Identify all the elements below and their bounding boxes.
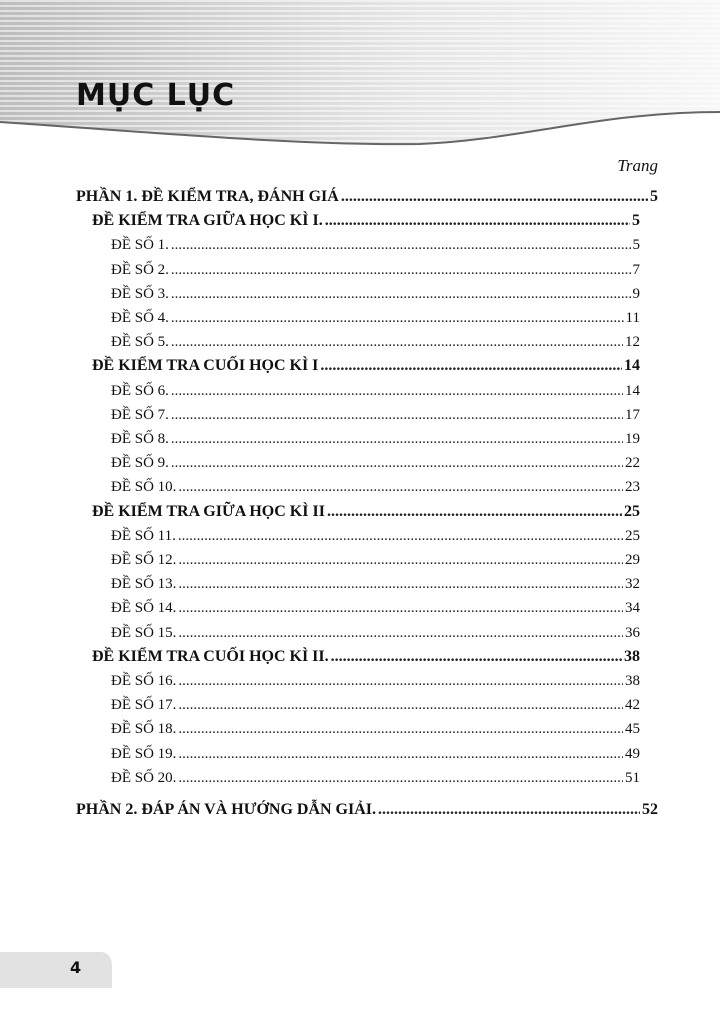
toc-entry xyxy=(111,379,640,403)
toc-entry-label: ĐỀ SỐ 16. xyxy=(111,673,177,689)
toc-entry-page: 5 xyxy=(650,188,658,205)
toc-entry-label: ĐỀ SỐ 3. xyxy=(111,285,169,302)
toc-entry xyxy=(111,403,640,427)
toc-entry xyxy=(92,354,640,378)
toc-dot-leader xyxy=(171,233,631,257)
toc-entry-page: 29 xyxy=(625,552,640,568)
toc-entry-label: ĐỀ KIỂM TRA GIỮA HỌC KÌ I. xyxy=(92,212,323,230)
toc-entry-label: ĐỀ KIỂM TRA CUỐI HỌC KÌ I xyxy=(92,357,319,375)
toc-dot-leader xyxy=(171,306,624,330)
toc-dot-leader xyxy=(178,693,623,717)
toc-entry-label: ĐỀ SỐ 7. xyxy=(111,406,169,423)
toc-dot-leader xyxy=(378,798,640,822)
toc-dot-leader xyxy=(178,524,623,548)
toc-dot-leader xyxy=(178,742,623,766)
toc-entry-label: ĐỀ SỐ 5. xyxy=(111,334,169,351)
toc-entry-page: 34 xyxy=(625,600,640,617)
toc-entry-label: ĐỀ SỐ 13. xyxy=(111,576,177,593)
toc-entry-label: ĐỀ KIỂM TRA GIỮA HỌC KÌ II xyxy=(92,502,325,520)
toc-dot-leader xyxy=(171,451,623,475)
toc-entry-page: 42 xyxy=(625,697,640,714)
toc-entry-page: 19 xyxy=(625,431,640,447)
toc-entry xyxy=(111,306,640,330)
toc-entry-page: 49 xyxy=(625,745,640,762)
toc-entry-page: 11 xyxy=(625,310,640,326)
toc-entry-page: 45 xyxy=(625,721,640,738)
toc-entry-label: ĐỀ SỐ 11. xyxy=(111,527,176,544)
toc-dot-leader xyxy=(171,379,623,403)
toc-entry-label: ĐỀ SỐ 14. xyxy=(111,600,177,617)
toc-entry-label: ĐỀ KIỂM TRA CUỐI HỌC KÌ II. xyxy=(92,647,329,665)
page-number: 4 xyxy=(70,958,82,977)
toc-entry xyxy=(111,451,640,475)
toc-entry-label: ĐỀ SỐ 2. xyxy=(111,261,169,278)
toc-entry-label: ĐỀ SỐ 18. xyxy=(111,721,177,738)
toc-entry-page: 9 xyxy=(632,285,640,302)
toc-entry-page: 52 xyxy=(642,801,658,818)
toc-entry-page: 12 xyxy=(625,334,640,351)
toc-dot-leader xyxy=(331,645,622,669)
toc-entry-label: ĐỀ SỐ 19. xyxy=(111,745,177,762)
toc-entry xyxy=(111,621,640,645)
toc-entry-page: 36 xyxy=(625,624,640,641)
toc-entry-label: ĐỀ SỐ 8. xyxy=(111,431,169,447)
toc-entry-label: ĐỀ SỐ 6. xyxy=(111,382,169,399)
toc-entry-label: ĐỀ SỐ 17. xyxy=(111,697,177,714)
toc-entry xyxy=(92,645,640,669)
toc-entry-label: ĐỀ SỐ 20. xyxy=(111,769,177,786)
toc-entry-page: 17 xyxy=(625,406,640,423)
toc-entry xyxy=(111,258,640,282)
toc-entry-label: ĐỀ SỐ 1. xyxy=(111,237,169,254)
toc-entry xyxy=(92,209,640,233)
toc-entry-page: 38 xyxy=(624,647,640,665)
toc-dot-leader xyxy=(178,475,623,499)
toc-entry-label: PHẦN 2. ĐÁP ÁN VÀ HƯỚNG DẪN GIẢI. xyxy=(76,801,376,818)
toc-entry xyxy=(111,524,640,548)
toc-dot-leader xyxy=(178,621,623,645)
toc-entry xyxy=(111,742,640,766)
toc-entry xyxy=(111,572,640,596)
toc-entry xyxy=(111,669,640,693)
page-header xyxy=(0,0,720,150)
toc-dot-leader xyxy=(178,572,623,596)
toc-entry-page: 14 xyxy=(625,382,640,399)
toc-dot-leader xyxy=(178,717,623,741)
toc-entry xyxy=(111,693,640,717)
toc-entry-page: 25 xyxy=(625,527,640,544)
toc-entry-page: 5 xyxy=(632,212,640,230)
toc-dot-leader xyxy=(178,548,623,572)
page-column-label: Trang xyxy=(617,156,658,175)
toc-entry xyxy=(111,475,640,499)
toc-entry-page: 22 xyxy=(625,455,640,472)
toc-entry-page: 23 xyxy=(625,479,640,496)
header-stripes-graphic xyxy=(0,0,720,150)
toc-dot-leader xyxy=(171,282,631,306)
page-tab-shape xyxy=(0,952,115,988)
toc-dot-leader xyxy=(171,427,623,451)
toc-entry-label: PHẦN 1. ĐỀ KIỂM TRA, ĐÁNH GIÁ xyxy=(76,188,339,205)
toc-entry-page: 5 xyxy=(632,237,640,254)
toc-dot-leader xyxy=(178,766,623,790)
toc-entry xyxy=(111,766,640,790)
toc-entry-label: ĐỀ SỐ 4. xyxy=(111,310,169,326)
toc-dot-leader xyxy=(171,258,631,282)
toc-dot-leader xyxy=(171,403,623,427)
toc-entry-label: ĐỀ SỐ 10. xyxy=(111,479,177,496)
toc-dot-leader xyxy=(320,354,622,378)
toc-entry-page: 14 xyxy=(624,357,640,375)
page-number-tab xyxy=(0,952,115,988)
toc-entry xyxy=(111,717,640,741)
toc-entry xyxy=(111,548,640,572)
toc-entry-page: 38 xyxy=(625,673,640,689)
toc-entry-page: 25 xyxy=(624,502,640,520)
toc-dot-leader xyxy=(178,596,623,620)
toc-entry xyxy=(111,233,640,257)
toc-entry xyxy=(92,500,640,524)
toc-entry-label: ĐỀ SỐ 15. xyxy=(111,624,177,641)
toc-entry-label: ĐỀ SỐ 12. xyxy=(111,552,177,568)
toc-entry-page: 32 xyxy=(625,576,640,593)
page-title: MỤC LỤC xyxy=(76,78,236,113)
toc-entry xyxy=(111,330,640,354)
toc-entry xyxy=(76,185,658,209)
toc-entry xyxy=(111,282,640,306)
toc-dot-leader xyxy=(327,500,622,524)
toc-dot-leader xyxy=(325,209,630,233)
toc-entry-page: 51 xyxy=(625,769,640,786)
toc-entry-label: ĐỀ SỐ 9. xyxy=(111,455,169,472)
toc-dot-leader xyxy=(171,330,623,354)
toc-dot-leader xyxy=(341,185,648,209)
toc-entry xyxy=(76,798,658,822)
toc-entry-page: 7 xyxy=(632,261,640,278)
toc-dot-leader xyxy=(178,669,623,693)
toc-entry xyxy=(111,596,640,620)
toc-entry xyxy=(111,427,640,451)
